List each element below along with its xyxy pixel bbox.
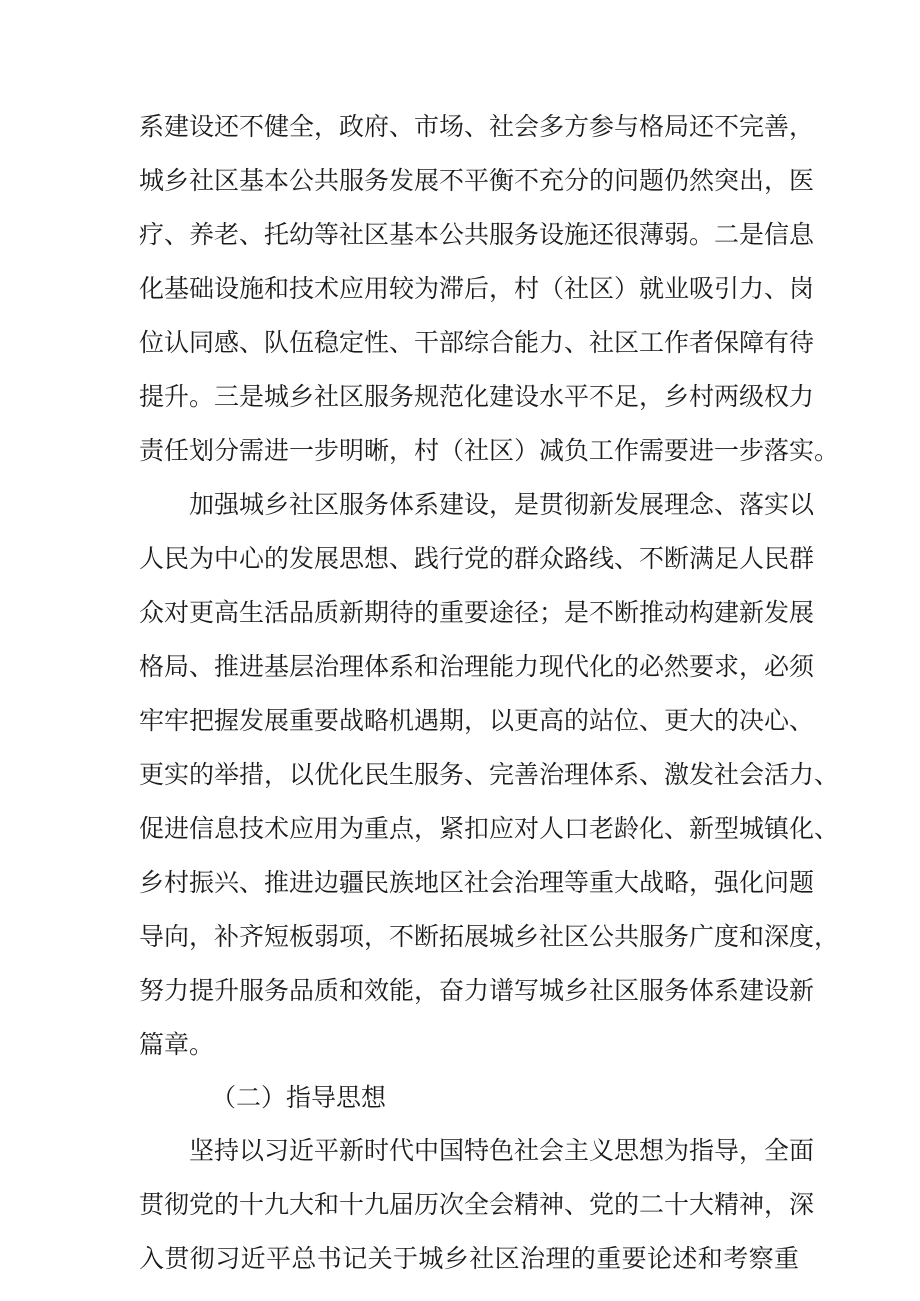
- document-page: [139, 100, 840, 1286]
- text-line: 入贯彻习近平总书记关于城乡社区治理的重要论述和考察重: [139, 1244, 799, 1273]
- text-line: 更实的举措，以优化民生服务、完善治理体系、激发社会活力、: [139, 760, 840, 789]
- text-line: 化基础设施和技术应用较为滞后，村（社区）就业吸引力、岗: [139, 274, 815, 303]
- text-line: 人民为中心的发展思想、践行党的群众路线、不断满足人民群: [139, 544, 815, 573]
- paragraph-1: [139, 100, 840, 478]
- text-line: 坚持以习近平新时代中国特色社会主义思想为指导，全面: [189, 1136, 815, 1165]
- text-line: 篇章。: [139, 1030, 215, 1059]
- text-line: 责任划分需进一步明晰，村（社区）减负工作需要进一步落实。: [139, 436, 840, 465]
- text-line: 加强城乡社区服务体系建设，是贯彻新发展理念、落实以: [189, 490, 815, 519]
- paragraph-2: [139, 478, 840, 1072]
- text-line: 努力提升服务品质和效能，奋力谱写城乡社区服务体系建设新: [139, 976, 815, 1005]
- text-line: 城乡社区基本公共服务发展不平衡不充分的问题仍然突出，医: [139, 166, 815, 195]
- text-line: 提升。三是城乡社区服务规范化建设水平不足，乡村两级权力: [139, 382, 815, 411]
- text-line: 疗、养老、托幼等社区基本公共服务设施还很薄弱。二是信息: [139, 220, 815, 249]
- text-line: 位认同感、队伍稳定性、干部综合能力、社区工作者保障有待: [139, 328, 815, 357]
- text-line: 促进信息技术应用为重点，紧扣应对人口老龄化、新型城镇化、: [139, 814, 840, 843]
- text-line: 格局、推进基层治理体系和治理能力现代化的必然要求，必须: [139, 652, 815, 681]
- text-line: 贯彻党的十九大和十九届历次全会精神、党的二十大精神，深: [139, 1190, 815, 1219]
- section-heading: （二）指导思想: [211, 1083, 387, 1112]
- text-line: 牢牢把握发展重要战略机遇期，以更高的站位、更大的决心、: [139, 706, 815, 735]
- paragraph-3: [139, 1124, 815, 1286]
- text-line: 导向，补齐短板弱项，不断拓展城乡社区公共服务广度和深度，: [139, 922, 840, 951]
- text-line: 乡村振兴、推进边疆民族地区社会治理等重大战略，强化问题: [139, 868, 815, 897]
- text-line: 系建设还不健全，政府、市场、社会多方参与格局还不完善，: [139, 112, 815, 141]
- text-line: 众对更高生活品质新期待的重要途径；是不断推动构建新发展: [139, 598, 815, 627]
